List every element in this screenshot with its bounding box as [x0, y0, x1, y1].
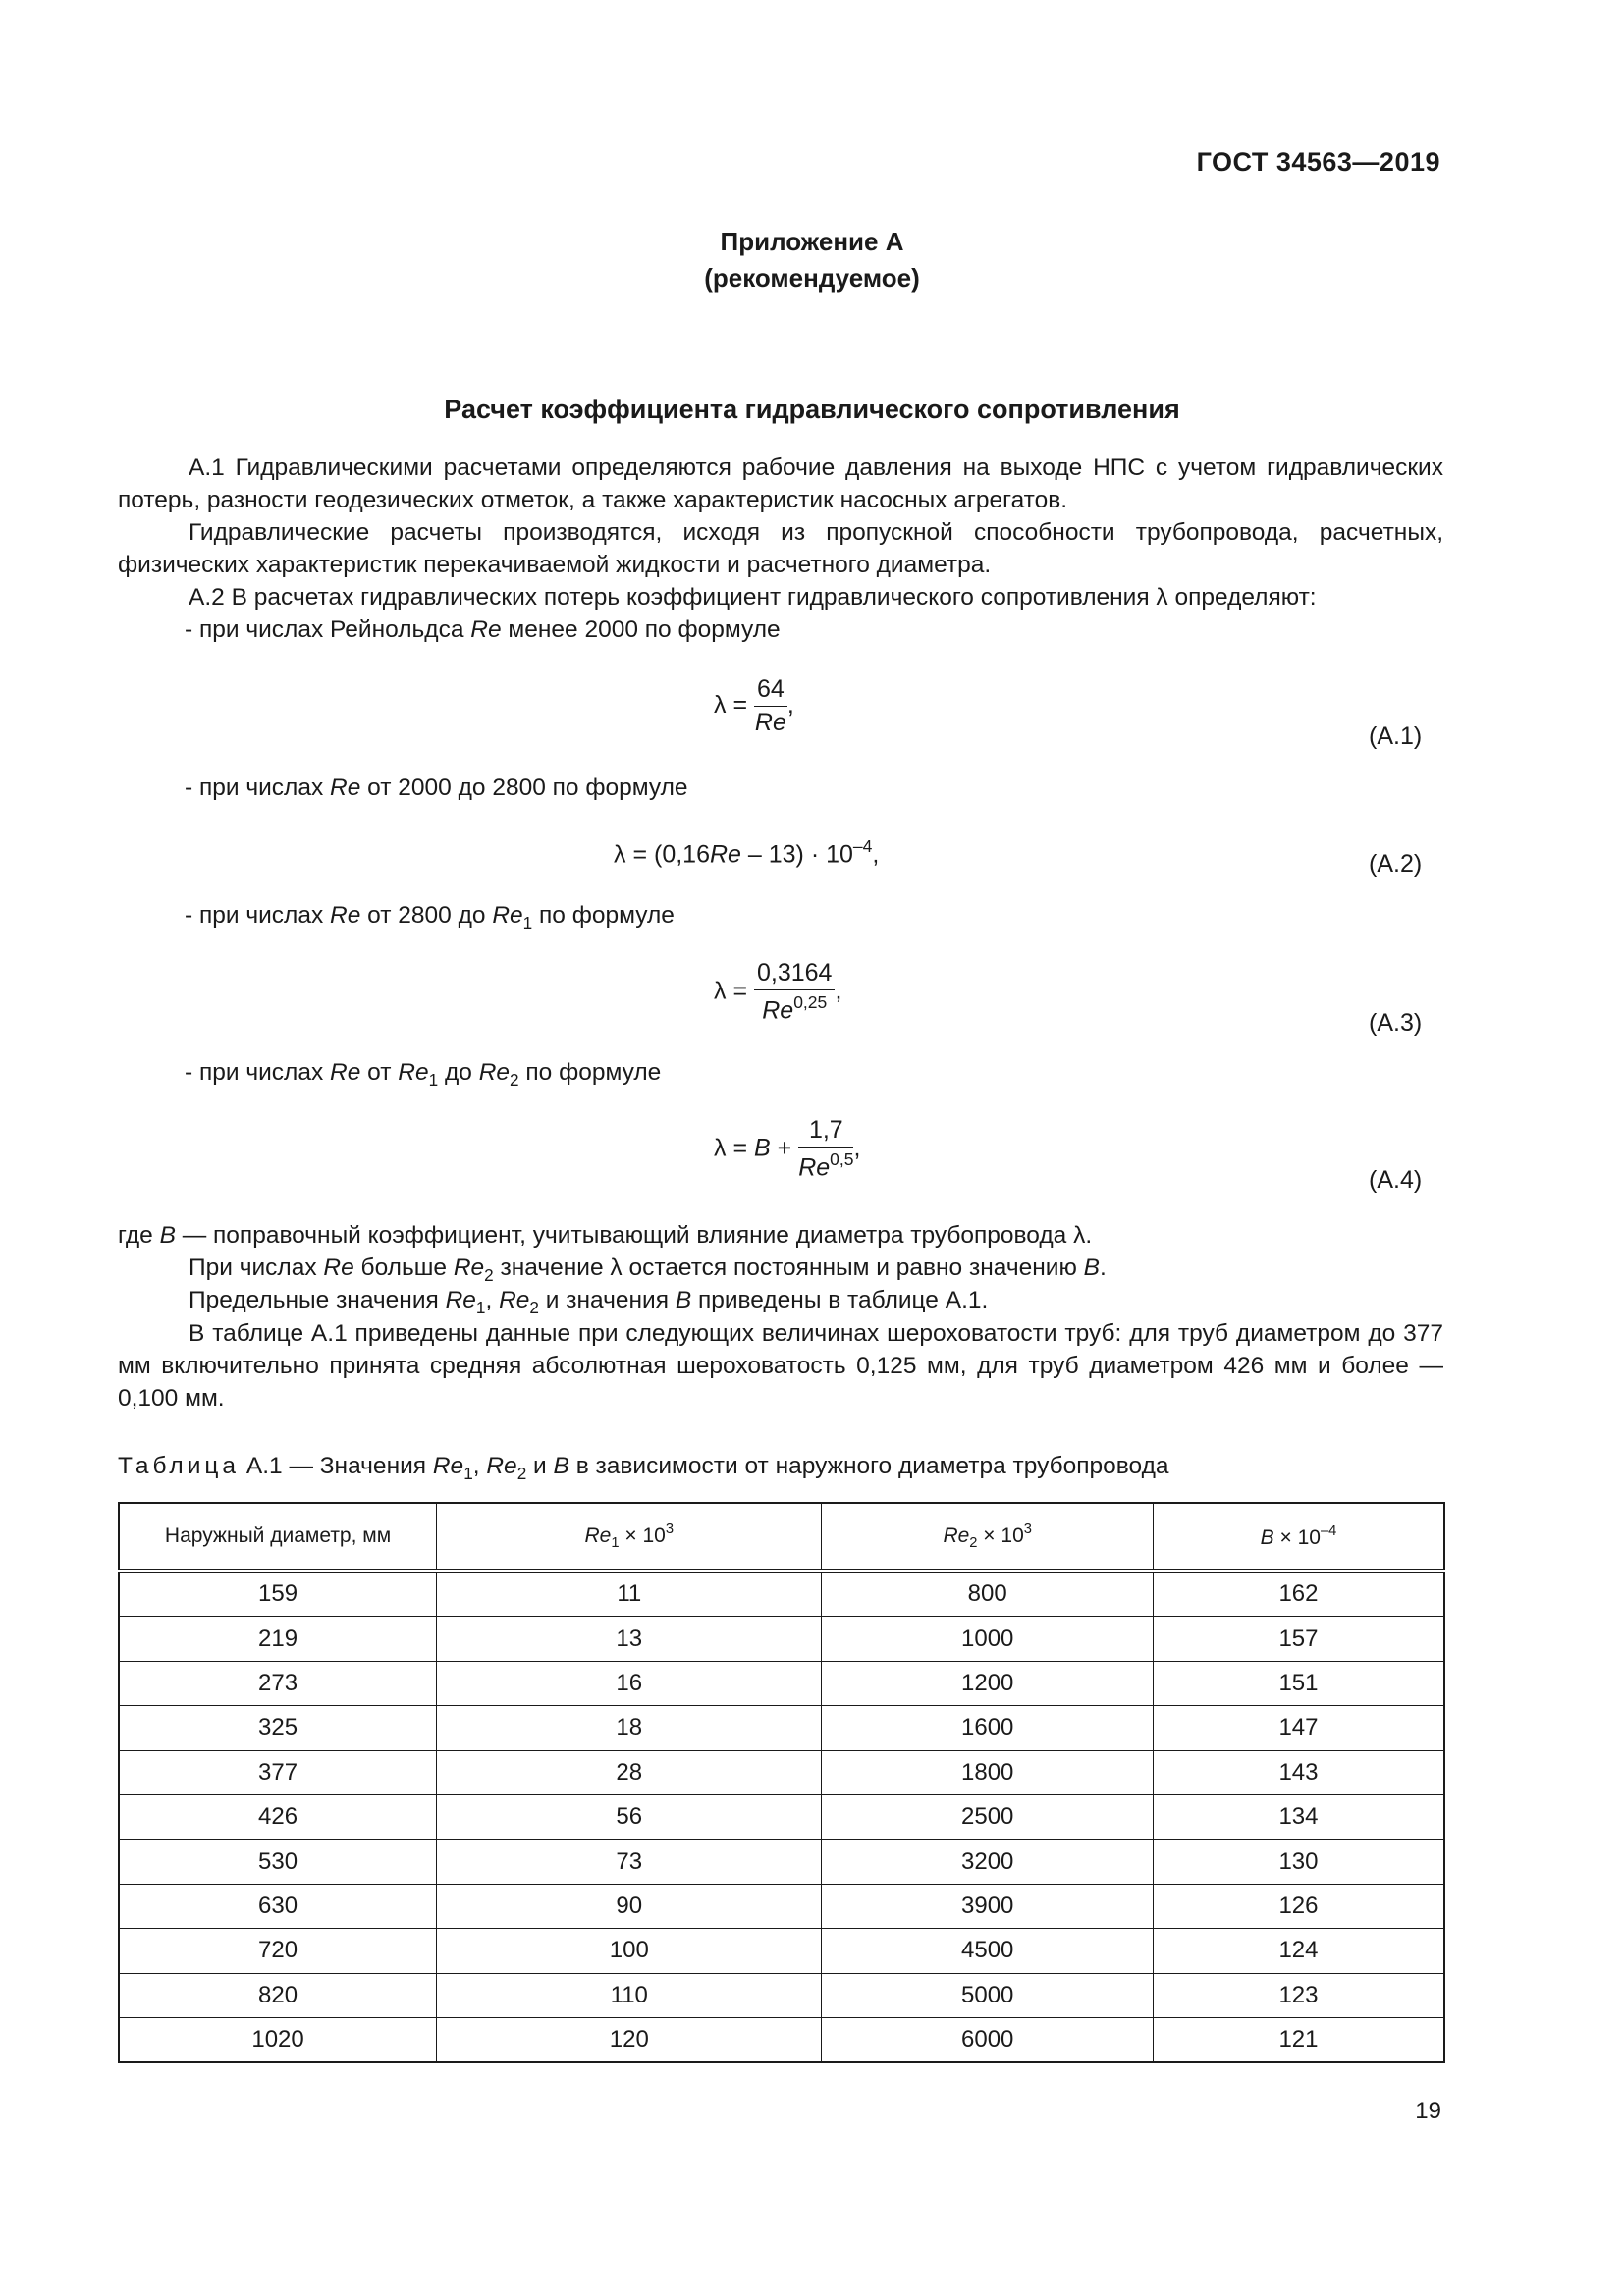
table-cell: 56	[437, 1794, 822, 1839]
table-cell: 630	[119, 1884, 437, 1928]
table-cell: 530	[119, 1840, 437, 1884]
where-clause: где B — поправочный коэффициент, учитывающий влияние диаметра трубопровода λ.	[118, 1222, 1093, 1249]
table-cell: 110	[437, 1973, 822, 2017]
table-cell: 1200	[822, 1661, 1153, 1705]
table-cell: 134	[1153, 1794, 1444, 1839]
table-cell: 1800	[822, 1750, 1153, 1794]
table-cell: 800	[822, 1571, 1153, 1617]
table-row	[119, 1929, 1444, 1973]
table-body	[119, 1571, 1444, 2062]
table-cell: 377	[119, 1750, 437, 1794]
table-cell: 2500	[822, 1794, 1153, 1839]
paragraph-a1: А.1 Гидравлическими расчетами определяются рабочие давления на выходе НПС с учетом гидравлических потерь, разности геодезических отметок, а также характеристик насосных агрегатов.	[118, 454, 1443, 513]
table-cell: 143	[1153, 1750, 1444, 1794]
formula-a4: λ = B + $\frac{1,7}{Re^{0,5}}$ ,	[714, 1116, 861, 1182]
table-cell: 820	[119, 1973, 437, 2017]
bullet-re-2800-re1: - при числах Re от 2800 до $Re_1$ по формуле	[185, 902, 675, 933]
table-cell: 16	[437, 1661, 822, 1705]
header-re1: $Re_1 \times 10^3$	[437, 1503, 822, 1571]
table-cell: 273	[119, 1661, 437, 1705]
bullet-re-below-2000: - при числах Рейнольдса Re менее 2000 по формуле	[185, 616, 781, 643]
table-row	[119, 1794, 1444, 1839]
table-cell: 130	[1153, 1840, 1444, 1884]
table-cell: 219	[119, 1617, 437, 1661]
section-title: Расчет коэффициента гидравлического сопротивления	[444, 395, 1180, 424]
formula-a1: λ = $\frac{64}{Re}$ ,	[714, 675, 794, 736]
table-row	[119, 1617, 1444, 1661]
equation-number-a2: (А.2)	[1369, 850, 1423, 878]
appendix-heading	[0, 224, 1624, 296]
equation-number-a4: (А.4)	[1369, 1166, 1423, 1194]
table-row	[119, 1571, 1444, 1617]
paragraph-roughness: В таблице А.1 приведены данные при следующих величинах шероховатости труб: для труб диаметром до 377 мм включительно принята средняя абсолютная шероховатость 0,125 мм, для труб диаметром 426 мм и более — 0,100 мм.	[118, 1320, 1443, 1412]
table-cell: 121	[1153, 2017, 1444, 2062]
table-row	[119, 1840, 1444, 1884]
header-re2: $Re_2 \times 10^3$	[822, 1503, 1153, 1571]
header-outer-diameter: Наружный диаметр, мм	[119, 1503, 437, 1571]
table-cell: 3200	[822, 1840, 1153, 1884]
formula-a2: $\lambda = (0,16Re - 13) \cdot 10^{-4}$,	[614, 836, 880, 869]
page-number: 19	[1415, 2098, 1441, 2124]
table-cell: 126	[1153, 1884, 1444, 1928]
bullet-re1-re2: - при числах Re от $Re_1$ до $Re_2$ по формуле	[185, 1059, 662, 1090]
table-row	[119, 2017, 1444, 2062]
table-row	[119, 1973, 1444, 2017]
table-cell: 5000	[822, 1973, 1153, 2017]
bullet-re-2000-2800: - при числах Re от 2000 до 2800 по формуле	[185, 774, 688, 801]
table-cell: 123	[1153, 1973, 1444, 2017]
table-cell: 124	[1153, 1929, 1444, 1973]
table-cell: 90	[437, 1884, 822, 1928]
table-row	[119, 1884, 1444, 1928]
table-cell: 162	[1153, 1571, 1444, 1617]
table-cell: 100	[437, 1929, 822, 1973]
table-cell: 73	[437, 1840, 822, 1884]
appendix-subtitle: (рекомендуемое)	[704, 263, 920, 293]
appendix-title: Приложение А	[720, 227, 904, 256]
formula-a3: λ = $\frac{0,3164}{Re^{0,25}}$ ,	[714, 959, 842, 1025]
table-cell: 426	[119, 1794, 437, 1839]
paragraph-limit-values: Предельные значения $Re_1$, $Re_2$ и значения B приведены в таблице А.1.	[189, 1287, 989, 1317]
table-row	[119, 1750, 1444, 1794]
table-cell: 11	[437, 1571, 822, 1617]
table-row	[119, 1661, 1444, 1705]
table-cell: 120	[437, 2017, 822, 2062]
table-cell: 28	[437, 1750, 822, 1794]
table-caption: Таблица А.1 — Значения $Re_1$, $Re_2$ и B в зависимости от наружного диаметра трубопровода	[118, 1453, 1169, 1483]
table-header-row	[119, 1503, 1444, 1571]
equation-number-a3: (А.3)	[1369, 1009, 1423, 1037]
table-cell: 157	[1153, 1617, 1444, 1661]
table-cell: 1000	[822, 1617, 1153, 1661]
table-cell: 6000	[822, 2017, 1153, 2062]
table-cell: 151	[1153, 1661, 1444, 1705]
table-a1	[118, 1502, 1445, 2063]
table-row	[119, 1706, 1444, 1750]
table-cell: 13	[437, 1617, 822, 1661]
table-cell: 1600	[822, 1706, 1153, 1750]
table-cell: 18	[437, 1706, 822, 1750]
table-cell: 1020	[119, 2017, 437, 2062]
table-cell: 4500	[822, 1929, 1153, 1973]
equation-number-a1: (А.1)	[1369, 722, 1423, 750]
paragraph-constant-lambda: При числах Re больше $Re_2$ значение λ остается постоянным и равно значению B.	[189, 1255, 1107, 1285]
table-cell: 325	[119, 1706, 437, 1750]
paragraph-hydraulic-calc: Гидравлические расчеты производятся, исходя из пропускной способности трубопровода, расчетных, физических характеристик перекачиваемой жидкости и расчетного диаметра.	[118, 519, 1443, 578]
paragraph-a2: А.2 В расчетах гидравлических потерь коэффициент гидравлического сопротивления λ определяют:	[189, 584, 1317, 611]
document-header-standard: ГОСТ 34563—2019	[1196, 147, 1440, 177]
table-cell: 159	[119, 1571, 437, 1617]
table-cell: 147	[1153, 1706, 1444, 1750]
table-cell: 720	[119, 1929, 437, 1973]
table-cell: 3900	[822, 1884, 1153, 1928]
header-b: $B \times 10^{-4}$	[1153, 1503, 1444, 1571]
